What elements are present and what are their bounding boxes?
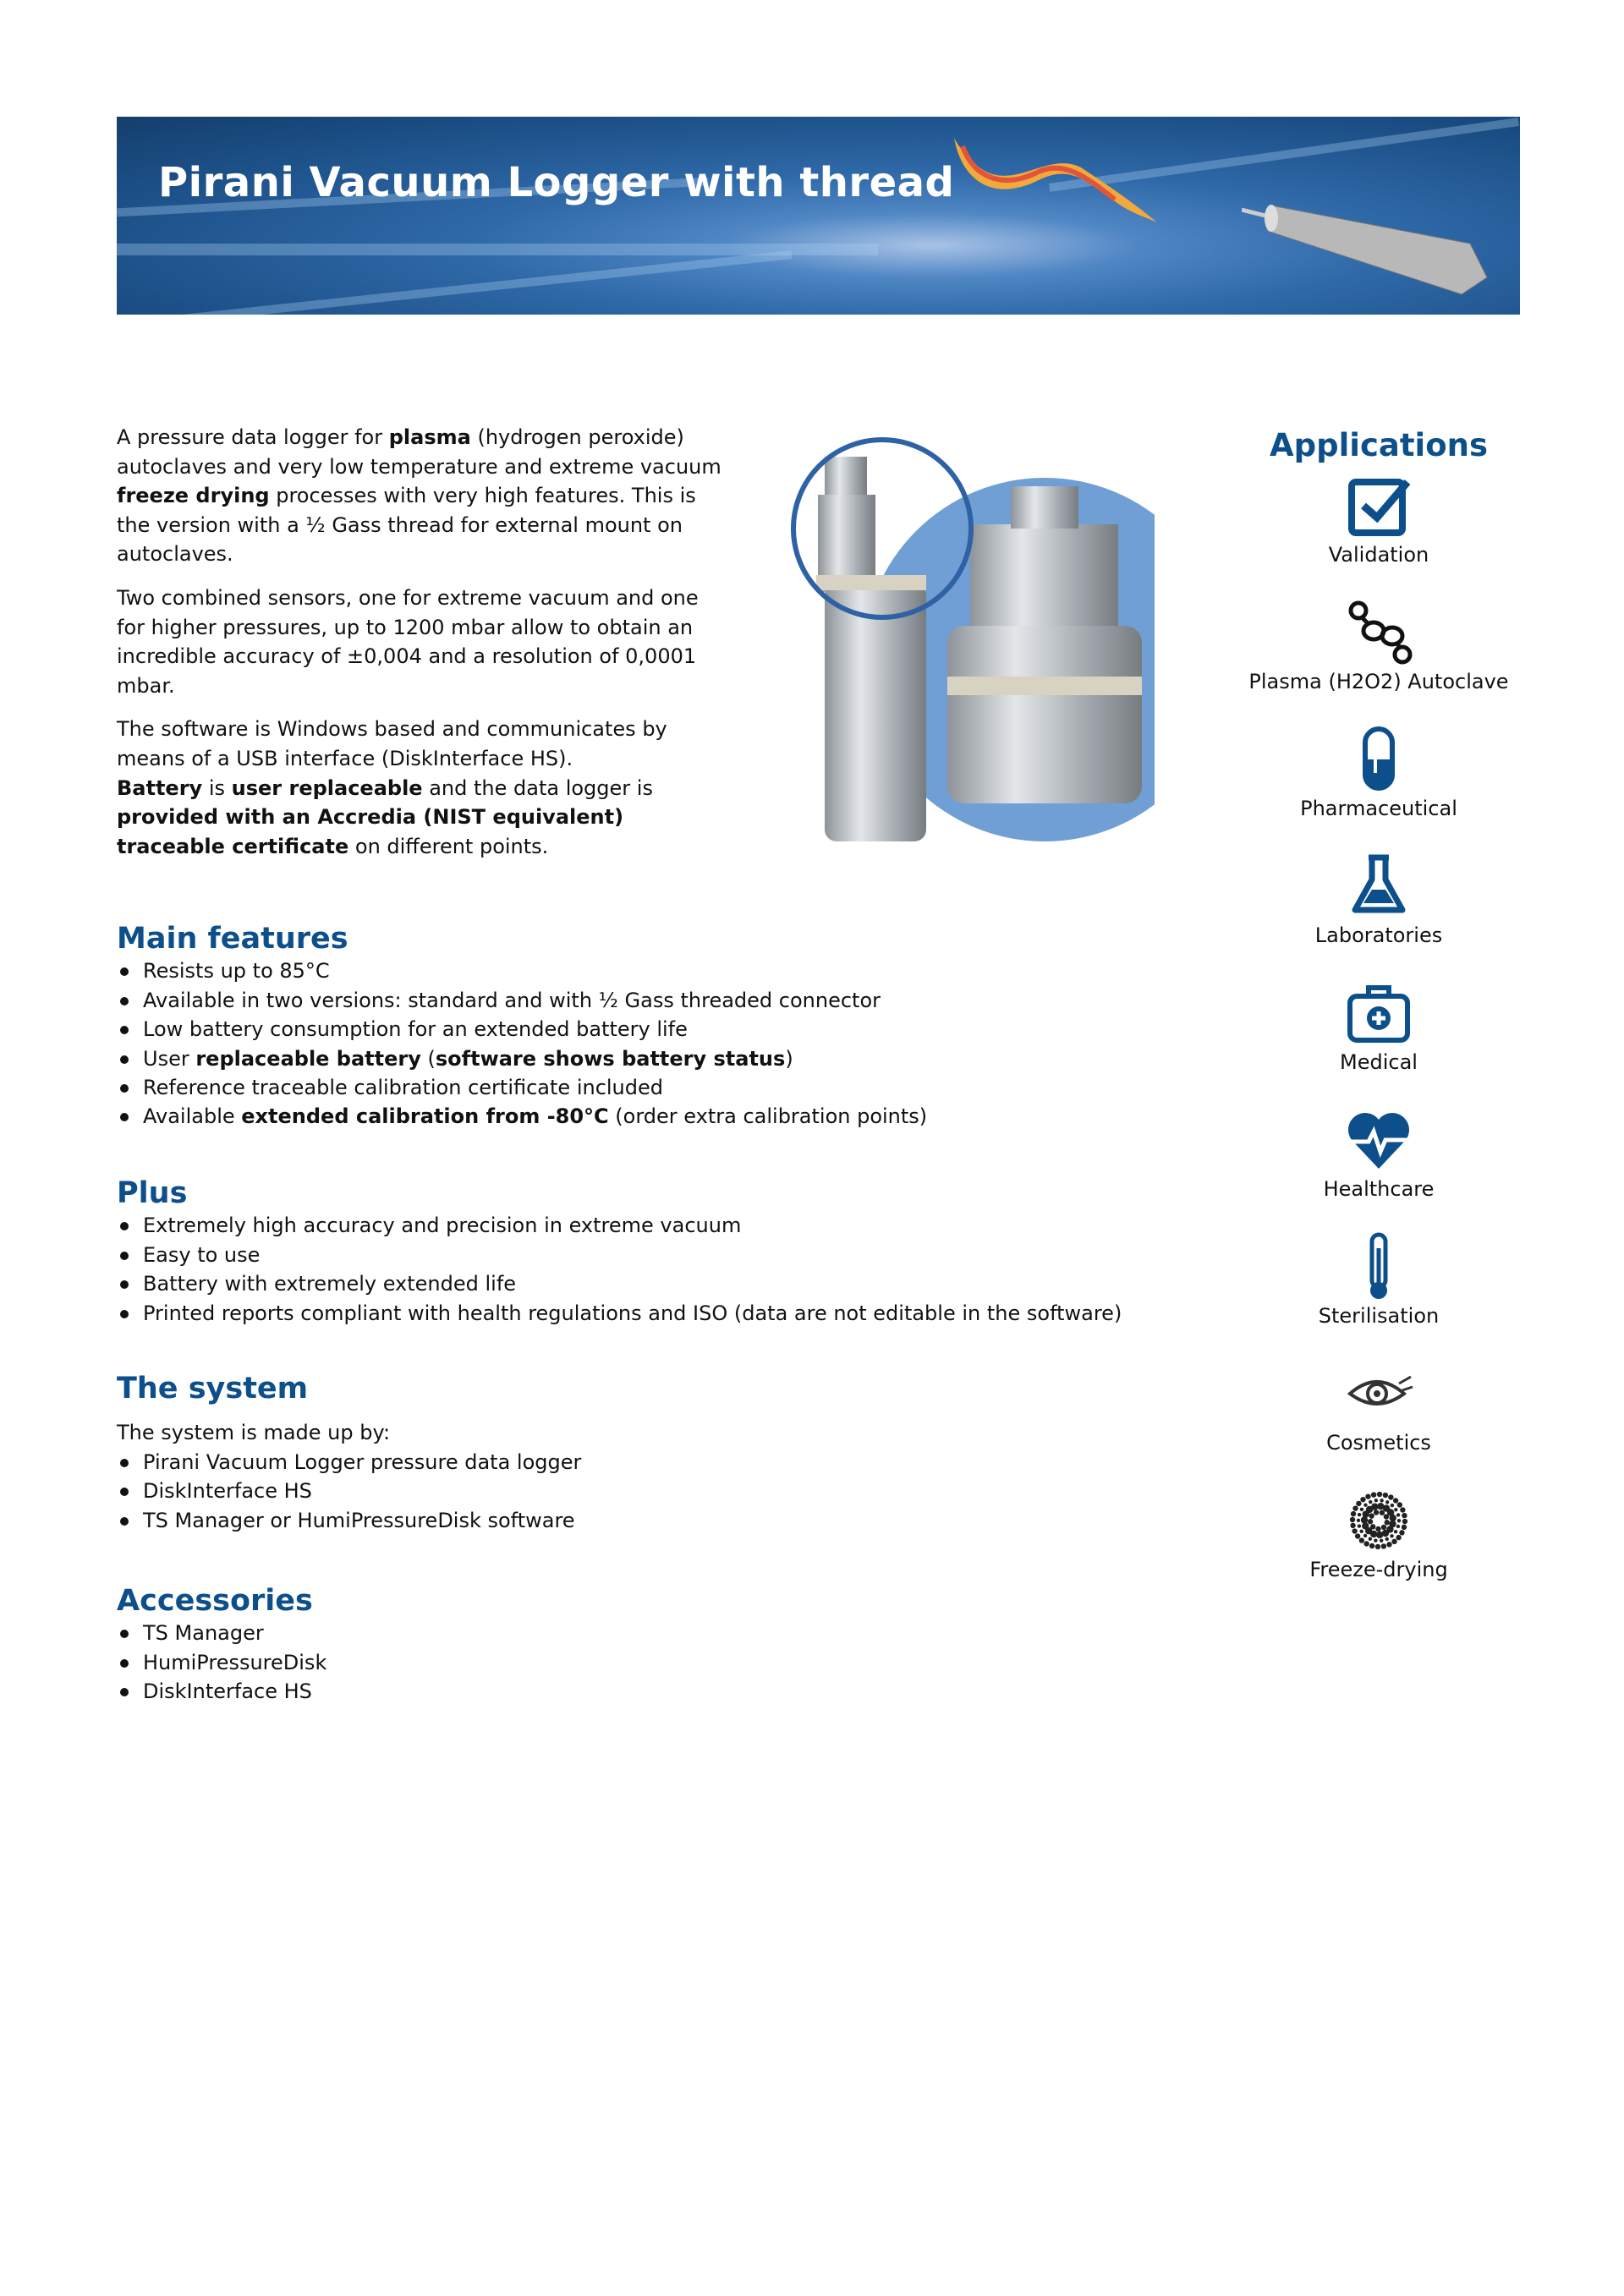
text-run: HumiPressureDisk bbox=[143, 1650, 327, 1674]
text-run: Resists up to 85°C bbox=[143, 959, 330, 984]
text-run: DiskInterface HS bbox=[143, 1479, 312, 1504]
list-item bbox=[117, 1477, 581, 1505]
system-section bbox=[117, 1374, 581, 1535]
system-intro: The system is made up by: bbox=[117, 1421, 391, 1445]
list-item bbox=[117, 1506, 581, 1535]
intro-paragraph bbox=[117, 715, 726, 861]
page-title: Pirani Vacuum Logger with thread bbox=[158, 159, 955, 206]
list-item bbox=[117, 1044, 927, 1073]
text-run: Available in two versions: standard and with ½ Gass threaded connector bbox=[143, 988, 881, 1012]
plus-list bbox=[117, 1211, 1122, 1328]
application-item bbox=[1210, 851, 1548, 978]
bold-text: freeze drying bbox=[117, 484, 270, 508]
accessories-heading: Accessories bbox=[117, 1584, 313, 1618]
main-features-list bbox=[117, 956, 927, 1131]
intro-paragraph bbox=[117, 423, 726, 569]
list-item bbox=[117, 1102, 927, 1131]
list-item bbox=[117, 956, 927, 985]
text-run: Battery with extremely extended life bbox=[143, 1272, 517, 1296]
application-item bbox=[1210, 597, 1548, 724]
text-run: Reference traceable calibration certificate included bbox=[143, 1076, 663, 1100]
header-banner bbox=[117, 117, 1520, 315]
thermometer-icon bbox=[1343, 1231, 1414, 1302]
text-run: on different points. bbox=[348, 834, 549, 858]
list-item bbox=[117, 1299, 1122, 1328]
text-run: and the data logger is bbox=[422, 775, 653, 800]
bold-text: software shows battery status bbox=[435, 1046, 786, 1071]
text-run: TS Manager bbox=[143, 1621, 264, 1646]
text-run: Available bbox=[143, 1104, 242, 1129]
text-run: processes with very high features. This is the version with a ½ Gass thread for external mount on autoclaves. bbox=[117, 484, 696, 567]
list-item bbox=[117, 1073, 927, 1102]
bold-text: provided with an Accredia (NIST equivalent) traceable certificate bbox=[117, 805, 624, 858]
text-run: ) bbox=[785, 1046, 793, 1071]
text-run: Two combined sensors, one for extreme vacuum and one for higher pressures, up to 1200 mbar allow to obtain an incredible accuracy of ±0,004 and a resolution of 0,0001 mbar. bbox=[117, 585, 699, 698]
flask-icon bbox=[1343, 851, 1414, 922]
eye-icon bbox=[1343, 1358, 1414, 1429]
list-item bbox=[117, 1648, 326, 1677]
main-features-heading: Main features bbox=[117, 922, 348, 956]
applications-panel bbox=[1210, 427, 1548, 1612]
capsule-icon bbox=[1343, 724, 1414, 795]
application-label: Laboratories bbox=[1314, 923, 1443, 947]
intro-paragraph bbox=[117, 584, 726, 700]
bold-text: Battery bbox=[117, 775, 203, 800]
application-item bbox=[1210, 978, 1548, 1104]
bold-text: replaceable battery bbox=[195, 1046, 421, 1071]
text-run: The software is Windows based and communicates by means of a USB interface (DiskInterface HS). bbox=[117, 717, 667, 770]
application-label: Plasma (H2O2) Autoclave bbox=[1248, 670, 1509, 693]
list-item bbox=[117, 1448, 581, 1477]
text-run: ( bbox=[420, 1046, 436, 1071]
application-item bbox=[1210, 1485, 1548, 1612]
list-item bbox=[117, 1677, 326, 1706]
text-run: TS Manager or HumiPressureDisk software bbox=[143, 1508, 575, 1532]
flame-illustration bbox=[946, 134, 1166, 227]
list-item bbox=[117, 1269, 1122, 1298]
text-run: A pressure data logger for bbox=[117, 425, 389, 449]
application-label: Freeze-drying bbox=[1309, 1558, 1448, 1581]
application-item bbox=[1210, 1104, 1548, 1231]
bold-text: extended calibration from -80°C bbox=[241, 1104, 609, 1129]
accessories-section bbox=[117, 1586, 326, 1707]
application-label: Healthcare bbox=[1323, 1177, 1435, 1201]
main-features-section bbox=[117, 924, 927, 1132]
molecule-icon bbox=[1343, 597, 1414, 668]
intro-text bbox=[117, 423, 726, 875]
plus-heading: Plus bbox=[117, 1176, 188, 1210]
product-image bbox=[782, 431, 1205, 846]
text-run: User bbox=[143, 1046, 196, 1071]
medical-kit-icon bbox=[1343, 978, 1414, 1049]
text-run: Low battery consumption for an extended battery life bbox=[143, 1017, 688, 1042]
dots-circle-icon bbox=[1343, 1485, 1414, 1556]
text-run: Pirani Vacuum Logger pressure data logger bbox=[143, 1449, 582, 1474]
bold-text: user replaceable bbox=[231, 775, 423, 800]
list-item bbox=[117, 1211, 1122, 1240]
probe-illustration bbox=[1242, 193, 1495, 294]
list-item bbox=[117, 986, 927, 1015]
applications-heading: Applications bbox=[1269, 427, 1489, 463]
accessories-list bbox=[117, 1619, 326, 1706]
text-run: (hydrogen peroxide) autoclaves and very low temperature and extreme vacuum bbox=[117, 425, 721, 479]
application-item bbox=[1210, 470, 1548, 597]
application-item bbox=[1210, 1231, 1548, 1358]
bold-text: plasma bbox=[388, 425, 471, 449]
system-list bbox=[117, 1448, 581, 1535]
application-label: Medical bbox=[1340, 1050, 1418, 1074]
application-label: Cosmetics bbox=[1326, 1431, 1431, 1455]
application-label: Sterilisation bbox=[1318, 1304, 1440, 1328]
text-run: (order extra calibration points) bbox=[608, 1104, 928, 1129]
plus-section bbox=[117, 1176, 1122, 1328]
application-label: Pharmaceutical bbox=[1300, 797, 1457, 820]
list-item bbox=[117, 1241, 1122, 1269]
text-run: Extremely high accuracy and precision in extreme vacuum bbox=[143, 1214, 742, 1238]
list-item bbox=[117, 1619, 326, 1647]
application-item bbox=[1210, 724, 1548, 851]
text-run: Printed reports compliant with health regulations and ISO (data are not editable in the software) bbox=[143, 1301, 1122, 1325]
text-run: Easy to use bbox=[143, 1242, 261, 1267]
checkbox-icon bbox=[1343, 470, 1414, 541]
text-run: DiskInterface HS bbox=[143, 1680, 312, 1704]
system-heading: The system bbox=[117, 1372, 309, 1406]
application-label: Validation bbox=[1328, 543, 1429, 567]
text-run: is bbox=[202, 775, 232, 800]
heartbeat-icon bbox=[1343, 1104, 1414, 1175]
application-item bbox=[1210, 1358, 1548, 1485]
list-item bbox=[117, 1015, 927, 1044]
